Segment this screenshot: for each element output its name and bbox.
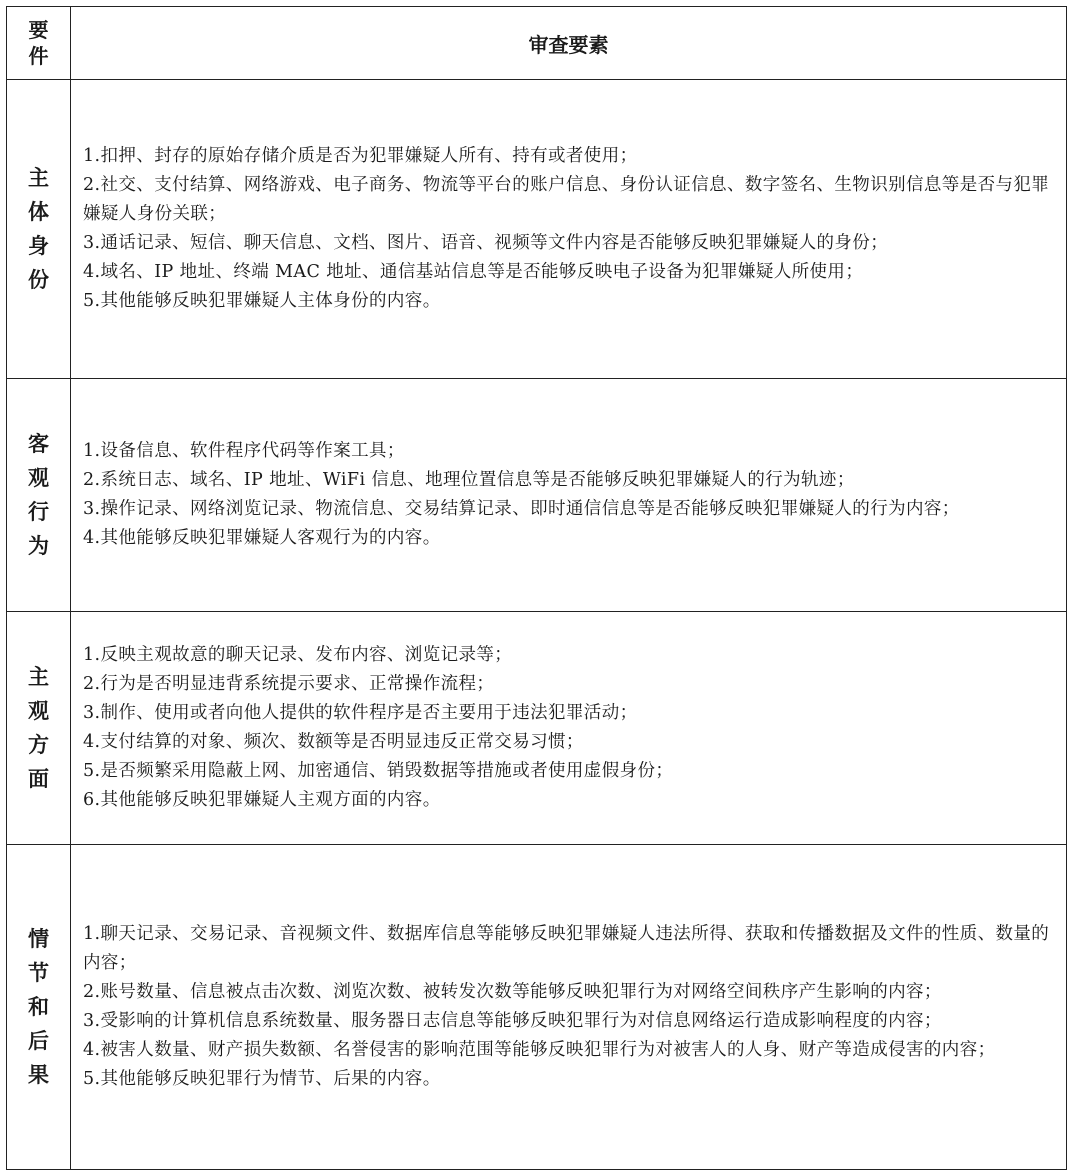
category-char: 和 <box>28 995 49 1019</box>
list-item: 2.行为是否明显违背系统提示要求、正常操作流程； <box>83 674 495 694</box>
category-char: 客 <box>28 432 49 456</box>
list-item: 5.是否频繁采用隐蔽上网、加密通信、销毁数据等措施或者使用虚假身份； <box>83 761 674 781</box>
header-element-char: 要 <box>28 18 49 42</box>
category-cell-circumstances-consequences <box>7 845 71 1170</box>
category-char: 身 <box>28 234 49 258</box>
category-char: 为 <box>28 534 49 558</box>
list-item: 3.受影响的计算机信息系统数量、服务器日志信息等能够反映犯罪行为对信息网络运行造成影响程度的内容； <box>83 1011 942 1031</box>
category-char: 后 <box>28 1029 49 1053</box>
category-char: 面 <box>28 767 49 791</box>
category-char: 主 <box>28 665 49 689</box>
list-item: 1.扣押、封存的原始存储介质是否为犯罪嫌疑人所有、持有或者使用； <box>83 146 638 166</box>
list-item: 1.设备信息、软件程序代码等作案工具； <box>83 441 405 461</box>
category-char: 节 <box>28 961 49 985</box>
list-item: 1.反映主观故意的聊天记录、发布内容、浏览记录等； <box>83 645 513 665</box>
category-char: 观 <box>28 699 49 723</box>
header-element-char: 件 <box>28 44 49 68</box>
list-item: 4.其他能够反映犯罪嫌疑人客观行为的内容。 <box>83 528 441 548</box>
category-char: 情 <box>28 927 49 951</box>
list-item: 5.其他能够反映犯罪行为情节、后果的内容。 <box>83 1069 441 1089</box>
table-row <box>7 612 1067 845</box>
list-item: 3.通话记录、短信、聊天信息、文档、图片、语音、视频等文件内容是否能够反映犯罪嫌疑人的身份； <box>83 233 889 253</box>
list-item: 1.聊天记录、交易记录、音视频文件、数据库信息等能够反映犯罪嫌疑人违法所得、获取和传播数据及文件的性质、数量的内容； <box>83 924 1050 973</box>
table-row <box>7 80 1067 379</box>
table-header-row <box>7 7 1067 80</box>
items-cell <box>71 80 1067 379</box>
list-item: 2.社交、支付结算、网络游戏、电子商务、物流等平台的账户信息、身份认证信息、数字签名、生物识别信息等是否与犯罪嫌疑人身份关联； <box>83 175 1050 224</box>
review-elements-table <box>6 6 1067 1170</box>
category-char: 份 <box>28 268 49 292</box>
category-char: 行 <box>28 500 49 524</box>
list-item: 2.系统日志、域名、IP 地址、WiFi 信息、地理位置信息等是否能够反映犯罪嫌疑人的行为轨迹； <box>83 470 855 490</box>
items-cell <box>71 845 1067 1170</box>
category-cell-subjective-aspect <box>7 612 71 845</box>
category-char: 主 <box>28 166 49 190</box>
list-item: 4.被害人数量、财产损失数额、名誉侵害的影响范围等能够反映犯罪行为对被害人的人身、财产等造成侵害的内容； <box>83 1040 996 1060</box>
table-row <box>7 845 1067 1170</box>
category-cell-subject-identity <box>7 80 71 379</box>
items-cell <box>71 379 1067 612</box>
header-element-cell <box>7 7 71 80</box>
category-char: 果 <box>28 1063 49 1087</box>
list-item: 5.其他能够反映犯罪嫌疑人主体身份的内容。 <box>83 291 441 311</box>
category-cell-objective-behavior <box>7 379 71 612</box>
list-item: 3.制作、使用或者向他人提供的软件程序是否主要用于违法犯罪活动； <box>83 703 638 723</box>
list-item: 2.账号数量、信息被点击次数、浏览次数、被转发次数等能够反映犯罪行为对网络空间秩序产生影响的内容； <box>83 982 942 1002</box>
category-char: 观 <box>28 466 49 490</box>
list-item: 6.其他能够反映犯罪嫌疑人主观方面的内容。 <box>83 790 441 810</box>
list-item: 4.支付结算的对象、频次、数额等是否明显违反正常交易习惯； <box>83 732 584 752</box>
review-elements-table-page <box>6 6 1066 1170</box>
table-row <box>7 379 1067 612</box>
list-item: 4.域名、IP 地址、终端 MAC 地址、通信基站信息等是否能够反映电子设备为犯罪嫌疑人所使用； <box>83 262 864 282</box>
header-review-factors: 审查要素 <box>71 7 1067 80</box>
list-item: 3.操作记录、网络浏览记录、物流信息、交易结算记录、即时通信信息等是否能够反映犯罪嫌疑人的行为内容； <box>83 499 960 519</box>
items-cell <box>71 612 1067 845</box>
category-char: 体 <box>28 200 49 224</box>
category-char: 方 <box>28 733 49 757</box>
